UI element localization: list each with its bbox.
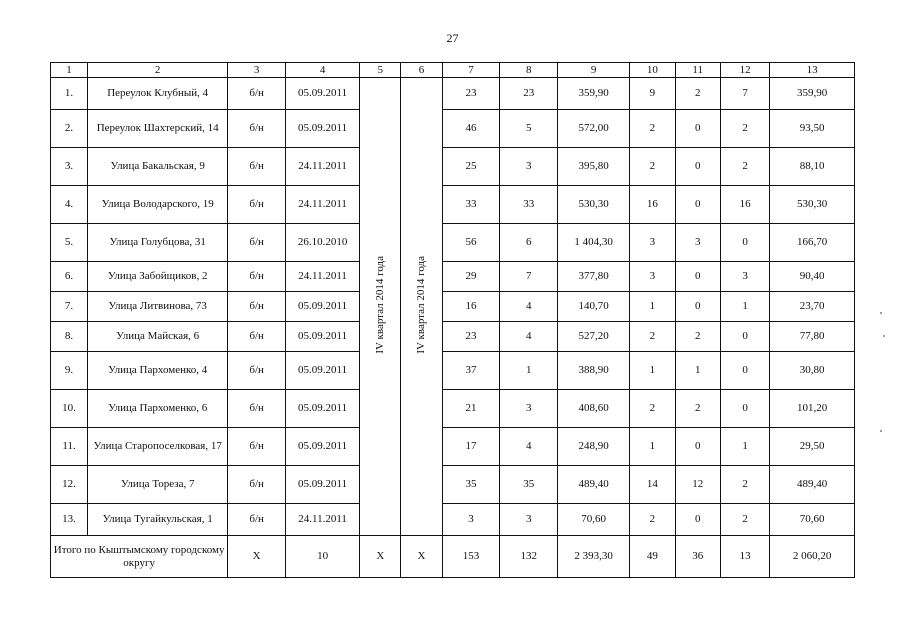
table-cell: 1 <box>630 292 675 322</box>
table-cell: 1 <box>720 428 769 466</box>
table-row <box>51 78 855 110</box>
period-label: IV квартал 2014 года <box>415 255 428 354</box>
table-cell: 1 404,30 <box>558 224 630 262</box>
table-cell: 388,90 <box>558 352 630 390</box>
data-table <box>50 62 855 578</box>
table-cell: 527,20 <box>558 322 630 352</box>
table-cell: 3. <box>51 148 88 186</box>
table-row <box>51 504 855 536</box>
total-cell: 153 <box>442 536 500 578</box>
table-cell: 14 <box>630 466 675 504</box>
table-cell: 3 <box>630 224 675 262</box>
scan-mark <box>883 335 885 337</box>
table-cell: 395,80 <box>558 148 630 186</box>
table-cell: 1 <box>500 352 558 390</box>
table-cell: 4 <box>500 292 558 322</box>
table-cell: 2 <box>720 466 769 504</box>
table-cell: 0 <box>675 428 720 466</box>
table-cell: Улица Голубцова, 31 <box>88 224 228 262</box>
total-cell: X <box>401 536 442 578</box>
table-cell: б/н <box>228 352 286 390</box>
table-cell: 3 <box>630 262 675 292</box>
table-cell: 3 <box>500 390 558 428</box>
table-cell: 24.11.2011 <box>285 148 359 186</box>
table-cell: 12. <box>51 466 88 504</box>
table-cell: 248,90 <box>558 428 630 466</box>
header-cell: 13 <box>770 63 855 78</box>
table-cell: 166,70 <box>770 224 855 262</box>
header-cell: 3 <box>228 63 286 78</box>
table-cell: 05.09.2011 <box>285 352 359 390</box>
table-cell: 0 <box>720 224 769 262</box>
table-cell: 37 <box>442 352 500 390</box>
table-row <box>51 466 855 504</box>
table-cell: 2 <box>630 110 675 148</box>
table-cell: 29,50 <box>770 428 855 466</box>
table-cell: 46 <box>442 110 500 148</box>
table-cell: б/н <box>228 262 286 292</box>
table-cell: 29 <box>442 262 500 292</box>
table-cell: 13. <box>51 504 88 536</box>
total-cell: 13 <box>720 536 769 578</box>
total-cell: X <box>360 536 401 578</box>
table-cell: 05.09.2011 <box>285 78 359 110</box>
table-cell: 2 <box>720 504 769 536</box>
table-cell: 21 <box>442 390 500 428</box>
table-cell: 23,70 <box>770 292 855 322</box>
period-cell <box>360 78 401 536</box>
table-row <box>51 148 855 186</box>
table-cell: 4 <box>500 322 558 352</box>
table-cell: 3 <box>720 262 769 292</box>
table-cell: 90,40 <box>770 262 855 292</box>
table-cell: 530,30 <box>770 186 855 224</box>
table-cell: б/н <box>228 224 286 262</box>
table-cell: 7 <box>720 78 769 110</box>
table-cell: 489,40 <box>770 466 855 504</box>
table-cell: 16 <box>630 186 675 224</box>
header-cell: 1 <box>51 63 88 78</box>
table-cell: 56 <box>442 224 500 262</box>
header-cell: 12 <box>720 63 769 78</box>
total-cell: 132 <box>500 536 558 578</box>
table-cell: Улица Старопоселковая, 17 <box>88 428 228 466</box>
table-cell: 2. <box>51 110 88 148</box>
table-cell: б/н <box>228 390 286 428</box>
table-cell: б/н <box>228 428 286 466</box>
table-cell: 25 <box>442 148 500 186</box>
table-cell: 05.09.2011 <box>285 428 359 466</box>
table-cell: 359,90 <box>770 78 855 110</box>
table-cell: 572,00 <box>558 110 630 148</box>
table-cell: 5 <box>500 110 558 148</box>
table-cell: б/н <box>228 110 286 148</box>
table-row <box>51 262 855 292</box>
table-cell: 2 <box>720 110 769 148</box>
table-cell: 6 <box>500 224 558 262</box>
table-cell: б/н <box>228 504 286 536</box>
table-cell: 0 <box>720 390 769 428</box>
table-cell: 0 <box>675 186 720 224</box>
scan-mark <box>880 312 882 314</box>
total-label: Итого по Кыштымскому городскому округу <box>51 536 228 578</box>
table-cell: 2 <box>720 148 769 186</box>
table-cell: 23 <box>442 78 500 110</box>
table-row <box>51 390 855 428</box>
table-cell: 24.11.2011 <box>285 504 359 536</box>
table-cell: 16 <box>442 292 500 322</box>
header-cell: 2 <box>88 63 228 78</box>
table-cell: Улица Тореза, 7 <box>88 466 228 504</box>
table-row <box>51 352 855 390</box>
header-cell: 10 <box>630 63 675 78</box>
table-cell: 2 <box>675 78 720 110</box>
header-cell: 5 <box>360 63 401 78</box>
table-cell: 05.09.2011 <box>285 292 359 322</box>
table-cell: 1 <box>675 352 720 390</box>
total-cell: X <box>228 536 286 578</box>
table-cell: б/н <box>228 78 286 110</box>
table-cell: 1 <box>630 352 675 390</box>
table-cell: 0 <box>675 262 720 292</box>
header-cell: 4 <box>285 63 359 78</box>
table-cell: 30,80 <box>770 352 855 390</box>
table-cell: Улица Майская, 6 <box>88 322 228 352</box>
table-cell: 33 <box>442 186 500 224</box>
table-cell: 7 <box>500 262 558 292</box>
table-cell: 3 <box>500 148 558 186</box>
table-cell: 2 <box>630 322 675 352</box>
table-cell: 530,30 <box>558 186 630 224</box>
table-cell: 17 <box>442 428 500 466</box>
table-cell: 70,60 <box>770 504 855 536</box>
table-cell: 359,90 <box>558 78 630 110</box>
table-cell: 4. <box>51 186 88 224</box>
table-cell: 3 <box>675 224 720 262</box>
period-label: IV квартал 2014 года <box>373 255 386 354</box>
header-cell: 7 <box>442 63 500 78</box>
table-cell: 2 <box>630 390 675 428</box>
table-cell: 0 <box>675 148 720 186</box>
total-cell: 36 <box>675 536 720 578</box>
table-row <box>51 428 855 466</box>
table-cell: Переулок Клубный, 4 <box>88 78 228 110</box>
table-cell: 24.11.2011 <box>285 186 359 224</box>
period-cell <box>401 78 442 536</box>
table-cell: 5. <box>51 224 88 262</box>
table-cell: 2 <box>630 148 675 186</box>
header-cell: 9 <box>558 63 630 78</box>
table-cell: 35 <box>442 466 500 504</box>
total-cell: 10 <box>285 536 359 578</box>
table-cell: Улица Забойщиков, 2 <box>88 262 228 292</box>
table-row <box>51 110 855 148</box>
table-cell: б/н <box>228 322 286 352</box>
table-cell: 9. <box>51 352 88 390</box>
total-cell: 2 060,20 <box>770 536 855 578</box>
table-cell: 05.09.2011 <box>285 110 359 148</box>
table-row <box>51 224 855 262</box>
table-cell: 11. <box>51 428 88 466</box>
total-row <box>51 536 855 578</box>
table-cell: 6. <box>51 262 88 292</box>
total-cell: 2 393,30 <box>558 536 630 578</box>
table-cell: 8. <box>51 322 88 352</box>
table-cell: 2 <box>675 322 720 352</box>
table-cell: 9 <box>630 78 675 110</box>
table-cell: 05.09.2011 <box>285 322 359 352</box>
table-cell: 2 <box>630 504 675 536</box>
page-number: 27 <box>446 31 459 45</box>
table-cell: Улица Литвинова, 73 <box>88 292 228 322</box>
header-row <box>51 63 855 78</box>
table-cell: 3 <box>442 504 500 536</box>
table-cell: б/н <box>228 186 286 224</box>
table-cell: 23 <box>442 322 500 352</box>
table-row <box>51 322 855 352</box>
header-cell: 6 <box>401 63 442 78</box>
table-cell: 489,40 <box>558 466 630 504</box>
table-cell: 4 <box>500 428 558 466</box>
table-cell: 16 <box>720 186 769 224</box>
table-cell: 7. <box>51 292 88 322</box>
table-cell: 140,70 <box>558 292 630 322</box>
table-cell: Улица Тугайкульская, 1 <box>88 504 228 536</box>
table-cell: 10. <box>51 390 88 428</box>
table-row <box>51 186 855 224</box>
table-cell: 35 <box>500 466 558 504</box>
table-cell: 0 <box>675 292 720 322</box>
table-cell: Улица Бакальская, 9 <box>88 148 228 186</box>
table-cell: 0 <box>675 110 720 148</box>
table-cell: Переулок Шахтерский, 14 <box>88 110 228 148</box>
table-cell: Улица Володарского, 19 <box>88 186 228 224</box>
table-cell: Улица Пархоменко, 6 <box>88 390 228 428</box>
table-cell: 101,20 <box>770 390 855 428</box>
table-cell: б/н <box>228 292 286 322</box>
table-cell: 93,50 <box>770 110 855 148</box>
table-cell: 2 <box>675 390 720 428</box>
table-cell: 408,60 <box>558 390 630 428</box>
table-cell: б/н <box>228 466 286 504</box>
table-cell: 3 <box>500 504 558 536</box>
header-cell: 11 <box>675 63 720 78</box>
table-cell: 33 <box>500 186 558 224</box>
table-cell: 24.11.2011 <box>285 262 359 292</box>
table-cell: 1. <box>51 78 88 110</box>
table-cell: 0 <box>720 322 769 352</box>
table-cell: 0 <box>720 352 769 390</box>
table-cell: 26.10.2010 <box>285 224 359 262</box>
table-cell: Улица Пархоменко, 4 <box>88 352 228 390</box>
table-cell: 05.09.2011 <box>285 466 359 504</box>
table-cell: 88,10 <box>770 148 855 186</box>
total-cell: 49 <box>630 536 675 578</box>
table-cell: 77,80 <box>770 322 855 352</box>
table-cell: 12 <box>675 466 720 504</box>
table-cell: б/н <box>228 148 286 186</box>
table-cell: 05.09.2011 <box>285 390 359 428</box>
table-cell: 0 <box>675 504 720 536</box>
table-cell: 70,60 <box>558 504 630 536</box>
table-cell: 377,80 <box>558 262 630 292</box>
table-cell: 1 <box>720 292 769 322</box>
header-cell: 8 <box>500 63 558 78</box>
table-cell: 23 <box>500 78 558 110</box>
table-cell: 1 <box>630 428 675 466</box>
scan-mark <box>880 430 882 432</box>
table-row <box>51 292 855 322</box>
